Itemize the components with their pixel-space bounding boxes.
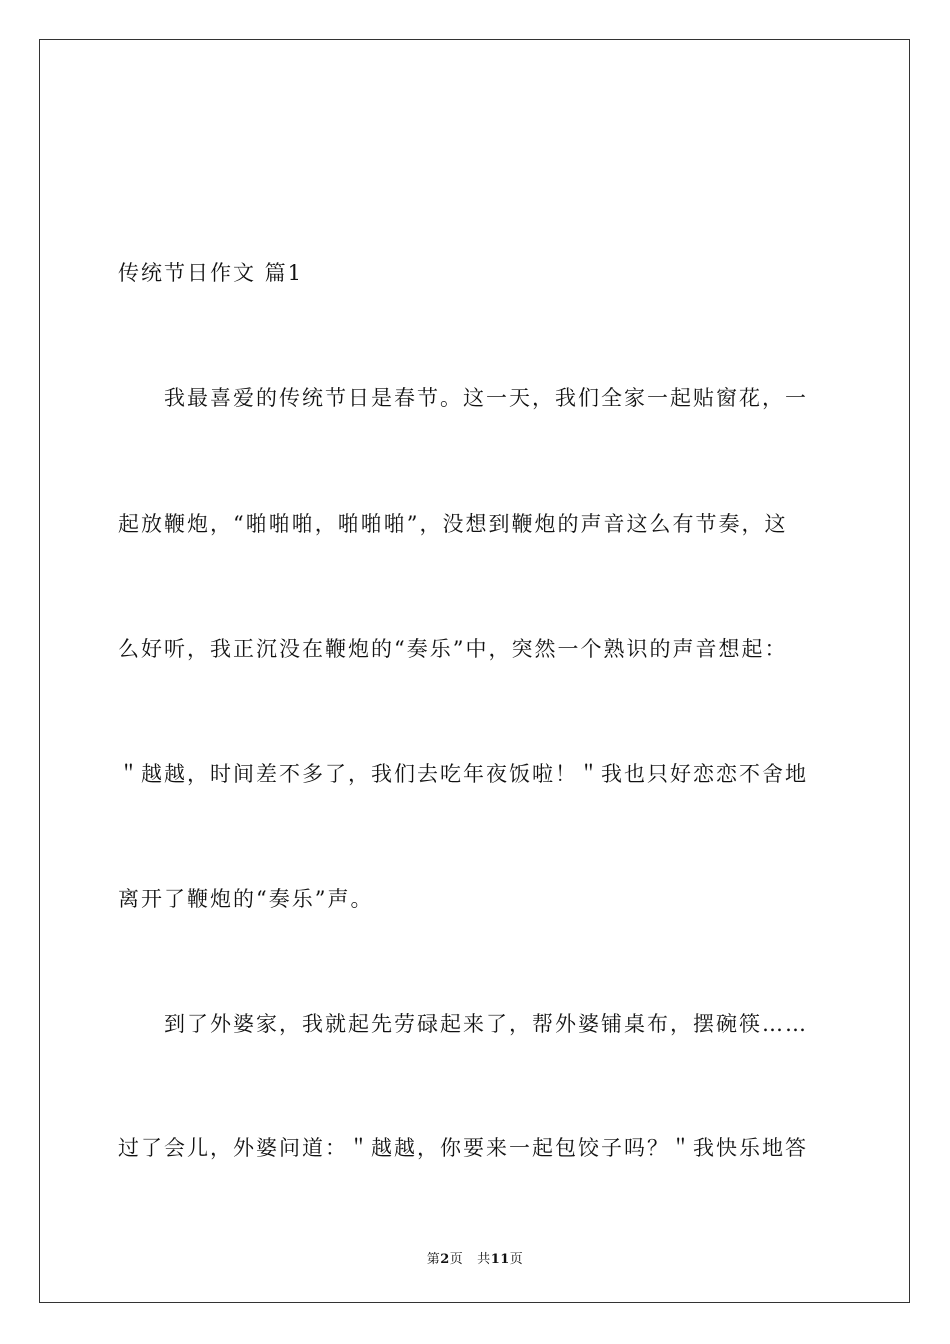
page-suffix: 页 — [449, 1252, 464, 1267]
text-line: 过了会儿，外婆问道：＂越越，你要来一起包饺子吗？＂我快乐地答 — [118, 1136, 808, 1160]
text-line: 到了外婆家，我就起先劳碌起来了，帮外婆铺桌布，摆碗筷…… — [118, 1012, 808, 1036]
total-suffix: 页 — [509, 1252, 524, 1267]
page-footer — [0, 1248, 950, 1267]
total-prefix: 共 — [477, 1252, 491, 1267]
text-line: ＂越越，时间差不多了，我们去吃年夜饭啦！＂我也只好恋恋不舍地 — [118, 762, 808, 786]
page-border — [39, 39, 910, 1303]
text-line: 起放鞭炮，“啪啪啪，啪啪啪”，没想到鞭炮的声音这么有节奏，这 — [118, 512, 788, 536]
text-line: 么好听，我正沉没在鞭炮的“奏乐”中，突然一个熟识的声音想起： — [118, 637, 788, 661]
total-pages: 11 — [490, 1252, 510, 1267]
page-number: 2 — [440, 1252, 450, 1267]
document-heading: 传统节日作文 篇1 — [118, 261, 304, 285]
text-line: 我最喜爱的传统节日是春节。这一天，我们全家一起贴窗花，一 — [118, 386, 808, 410]
page-prefix: 第 — [426, 1252, 441, 1267]
text-line: 离开了鞭炮的“奏乐”声。 — [118, 887, 374, 911]
